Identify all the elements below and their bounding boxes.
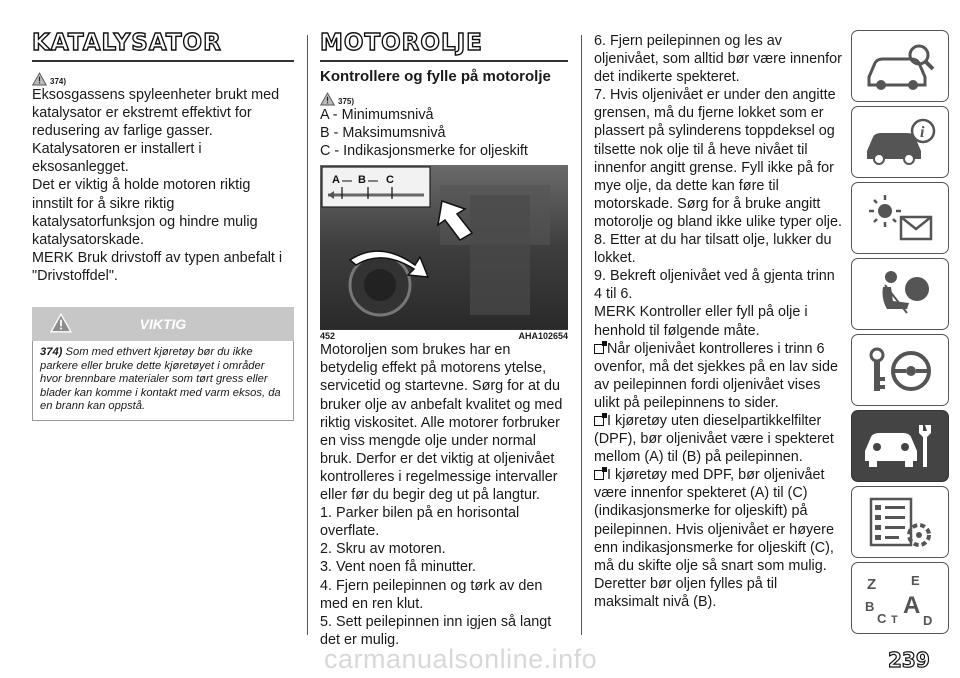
index-letter: D — [923, 613, 933, 627]
figure-number: 452 — [320, 331, 336, 342]
tab-starting-driving[interactable] — [851, 334, 949, 406]
bullet-item — [594, 340, 844, 412]
column-oil-steps — [594, 32, 844, 611]
watermark-text: carmanualsonline.info — [324, 644, 598, 674]
figure-label-a: A — [332, 174, 340, 187]
column-divider — [307, 35, 308, 635]
tab-technical-data[interactable] — [851, 486, 949, 558]
index-letter: A — [903, 592, 921, 619]
step-item: 1. Parker bilen på en horisontal overflate. — [320, 505, 520, 540]
key-steering-wheel-icon — [861, 341, 939, 399]
paragraph: Det er viktig å holde motoren riktig innstilt for å sikre riktig katalysatorfunksjon og hindre mulig katalysatorskade. — [32, 177, 258, 248]
bullet-item — [594, 466, 844, 575]
warning-box-body — [32, 341, 294, 421]
car-info-icon — [861, 113, 939, 171]
column-divider — [581, 35, 582, 635]
section-title-katalysator: KATALYSATOR — [32, 30, 222, 56]
warning-lights-icon — [861, 189, 939, 247]
index-letter: Z — [867, 576, 877, 593]
step-item: 9. Bekreft oljenivået ved å gjenta trinn 4 til 6. — [594, 268, 835, 303]
index-letter: B — [865, 599, 875, 614]
warning-reference[interactable] — [320, 88, 568, 106]
page-number: 239 — [888, 648, 930, 672]
legend-item: C - Indikasjonsmerke for oljeskift — [320, 143, 528, 160]
title-rule — [32, 60, 294, 62]
tab-alphabetical-index[interactable] — [851, 562, 949, 634]
step-item: 6. Fjern peilepinnen og les av oljenivået, som alltid bør være innenfor det indikerte spekteret. — [594, 33, 842, 86]
warning-text: Som med ethvert kjøretøy bør du ikke parkere eller bruke dette kjøretøyet i områder hvor brennbare materialer som tørt gress eller blader kan komme i kontakt med varm eksos, da en brann kan oppstå. — [40, 346, 281, 413]
note-paragraph: MERK Kontroller eller fyll på olje i henhold til følgende måte. — [594, 304, 808, 339]
figure-label-b: B — [358, 174, 366, 187]
paragraph: MERK Bruk drivstoff av typen anbefalt i "Drivstoffdel". — [32, 249, 283, 284]
svg-text:i: i — [920, 124, 925, 141]
warning-triangle-icon — [32, 72, 47, 86]
tab-dashboard[interactable] — [851, 106, 949, 178]
step-item: 7. Hvis oljenivået er under den angitte grensen, må du fjerne lokket som er plassert på sylinderens toppdeksel og tilsette nok olje til å heve nivået til innenfor angitt grense. Fyll ikke på for mye olje, da dette kan føre til motorskade. Sørg for å bruke angitt motorolje og bland ikke ulike typer olje. — [594, 87, 842, 230]
dipstick-inset — [322, 167, 430, 207]
tab-warning-lights[interactable] — [851, 182, 949, 254]
warning-triangle-icon — [320, 92, 335, 106]
paragraph: Deretter bør oljen fylles på til maksimalt nivå (B). — [594, 575, 778, 610]
title-rule — [320, 60, 568, 62]
warning-box-header — [32, 307, 294, 341]
bullet-square-icon — [594, 344, 604, 354]
reference-number: 374) — [50, 77, 67, 86]
chapter-tabs — [851, 30, 949, 638]
index-letter: E — [911, 573, 920, 588]
bullet-square-icon — [594, 416, 604, 426]
paragraph: Motoroljen som brukes har en betydelig effekt på motorens ytelse, servicetid og startevne. Sørg for at du bruker olje av anbefalt kvalitet og med riktig viskositet. Alle motorer forbruker en viss mengde olje under normal bruk. Derfor er det viktig at oljenivået kontrolleres i regelmessige intervaller eller før du begir deg ut på langtur. — [320, 342, 563, 504]
warning-number: 374) — [40, 346, 63, 359]
alphabetical-index-icon — [861, 569, 939, 627]
tab-safety[interactable] — [851, 258, 949, 330]
tab-knowing-vehicle[interactable] — [851, 30, 949, 102]
section-title-motorolje: MOTOROLJE — [320, 30, 483, 56]
airbag-seat-icon — [861, 265, 939, 323]
bullet-item — [594, 412, 844, 466]
paragraph: Eksosgassens spyleenheter brukt med katalysator er ekstremt effektivt for redusering av farlige gasser. Katalysatoren er installert i eksosanlegget. — [32, 87, 280, 176]
index-letter: C — [877, 611, 887, 626]
subsection-title: Kontrollere og fylle på motorolje — [320, 68, 551, 85]
index-letter: T — [891, 614, 898, 626]
legend-item: B - Maksimumsnivå — [320, 125, 446, 142]
column-engine-oil — [320, 30, 568, 649]
step-item: 3. Vent noen få minutter. — [320, 559, 477, 576]
warning-triangle-icon — [50, 313, 72, 333]
step-item: 5. Sett peilepinnen inn igjen så langt det er mulig. — [320, 613, 552, 648]
bullet-text: I kjøretøy uten dieselpartikkelfilter (DPF), bør oljenivået være i spekteret mellom (A) til (B) på peilepinnen. — [594, 412, 834, 466]
dipstick-figure — [320, 165, 568, 329]
warning-label: VIKTIG — [139, 316, 187, 333]
bullet-text: Når oljenivået kontrolleres i trinn 6 ovenfor, må det sjekkes på en lav side av peilepinnen fordi oljenivået vises ulikt på peilepinnens to sider. — [594, 340, 838, 411]
bullet-square-icon — [594, 470, 604, 480]
reference-number: 375) — [338, 97, 355, 106]
bullet-text: I kjøretøy med DPF, bør oljenivået være innenfor spekteret (A) til (C) (indikasjonsmerke for oljeskift) på peilepinnen. Hvis oljenivået er høyere enn indikasjonsmerke for oljeskift (C), må du skifte olje så snart som mulig. — [594, 467, 834, 574]
warning-reference[interactable] — [32, 68, 294, 86]
step-item: 8. Etter at du har tilsatt olje, lukker du lokket. — [594, 232, 832, 267]
step-item: 4. Fjern peilepinnen og tørk av den med en ren klut. — [320, 577, 543, 612]
column-catalyst — [32, 30, 294, 421]
step-item: 2. Skru av motoren. — [320, 541, 446, 558]
tab-maintenance[interactable] — [851, 410, 949, 482]
car-wrench-icon — [861, 417, 939, 475]
figure-code: AHA102654 — [518, 331, 568, 342]
legend-item: A - Minimumsnivå — [320, 107, 434, 123]
figure-caption — [320, 329, 568, 341]
figure-label-c: C — [386, 174, 394, 187]
car-magnifier-icon — [861, 37, 939, 95]
engine-photo-illustration — [320, 165, 568, 329]
technical-data-icon — [861, 493, 939, 551]
